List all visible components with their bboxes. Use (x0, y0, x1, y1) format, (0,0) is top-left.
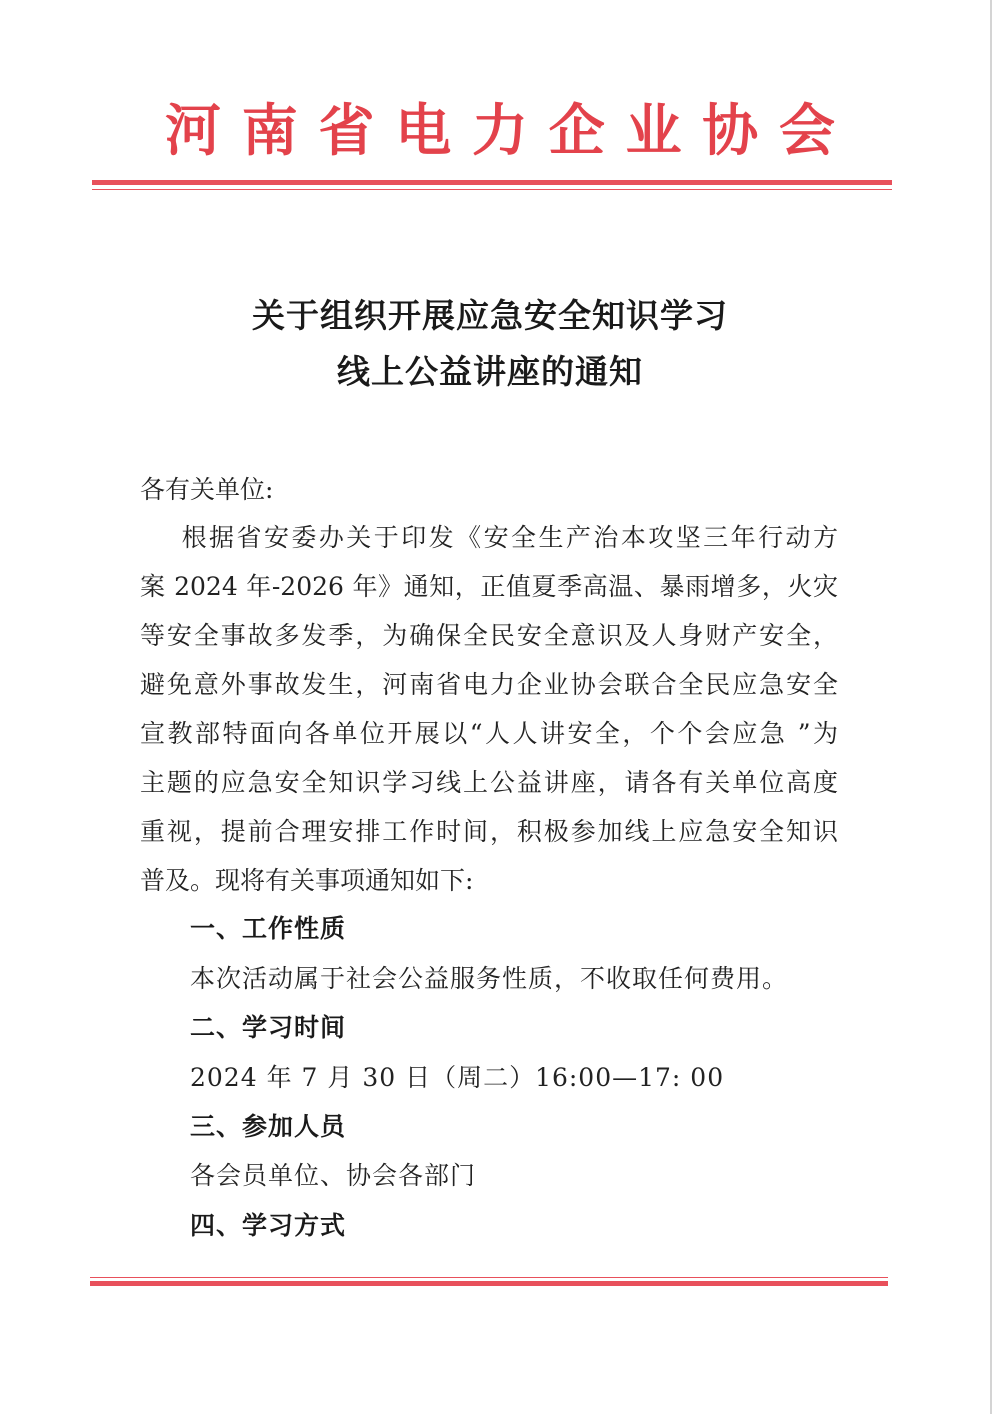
letterhead-char: 业 (625, 98, 682, 164)
notice-title-line-1: 关于组织开展应急安全知识学习 (252, 296, 728, 335)
scan-edge-line (990, 0, 992, 1414)
section-heading-study-time: 二、学习时间 (190, 1013, 347, 1042)
letterhead-char: 协 (702, 98, 759, 164)
notice-title-line-2: 线上公益讲座的通知 (337, 352, 643, 391)
body-line: 普及。现将有关事项通知如下: (140, 866, 474, 895)
body-line: 避免意外事故发生，河南省电力企业协会联合全民应急安全 (140, 670, 838, 699)
salutation: 各有关单位: (140, 475, 274, 504)
letterhead-char: 南 (241, 98, 298, 164)
section-heading-participants: 三、参加人员 (190, 1112, 347, 1141)
header-red-rule-thin (92, 189, 892, 190)
letterhead-char: 企 (548, 98, 605, 164)
footer-red-rule (90, 1281, 888, 1286)
body-line: 等安全事故多发季，为确保全民安全意识及人身财产安全， (140, 621, 838, 650)
section-heading-study-method: 四、学习方式 (190, 1211, 347, 1240)
letterhead-char: 力 (472, 98, 528, 164)
header-red-rule (92, 180, 892, 185)
section-text-work-nature: 本次活动属于社会公益服务性质，不收取任何费用。 (190, 964, 789, 993)
letterhead-char: 会 (779, 98, 835, 164)
body-line: 重视，提前合理安排工作时间，积极参加线上应急安全知识 (140, 817, 838, 846)
section-heading-work-nature: 一、工作性质 (190, 914, 347, 943)
letterhead-char: 电 (395, 98, 452, 164)
body-line: 主题的应急安全知识学习线上公益讲座，请各有关单位高度 (140, 768, 838, 797)
letterhead-organization-name (160, 98, 840, 164)
body-line: 根据省安委办关于印发《安全生产治本攻坚三年行动方 (140, 523, 838, 552)
body-line: 案 2024 年-2026 年》通知，正值夏季高温、暴雨增多，火灾 (140, 572, 838, 601)
body-line: 宣教部特面向各单位开展以“人人讲安全，个个会应急 ”为 (140, 719, 838, 748)
letterhead-char: 河 (165, 98, 221, 164)
footer-red-rule-thin (90, 1277, 888, 1278)
letterhead-char: 省 (318, 98, 375, 164)
section-text-participants: 各会员单位、协会各部门 (190, 1161, 477, 1190)
section-text-study-time: 2024 年 7 月 30 日（周二）16:00—17: 00 (190, 1063, 725, 1092)
